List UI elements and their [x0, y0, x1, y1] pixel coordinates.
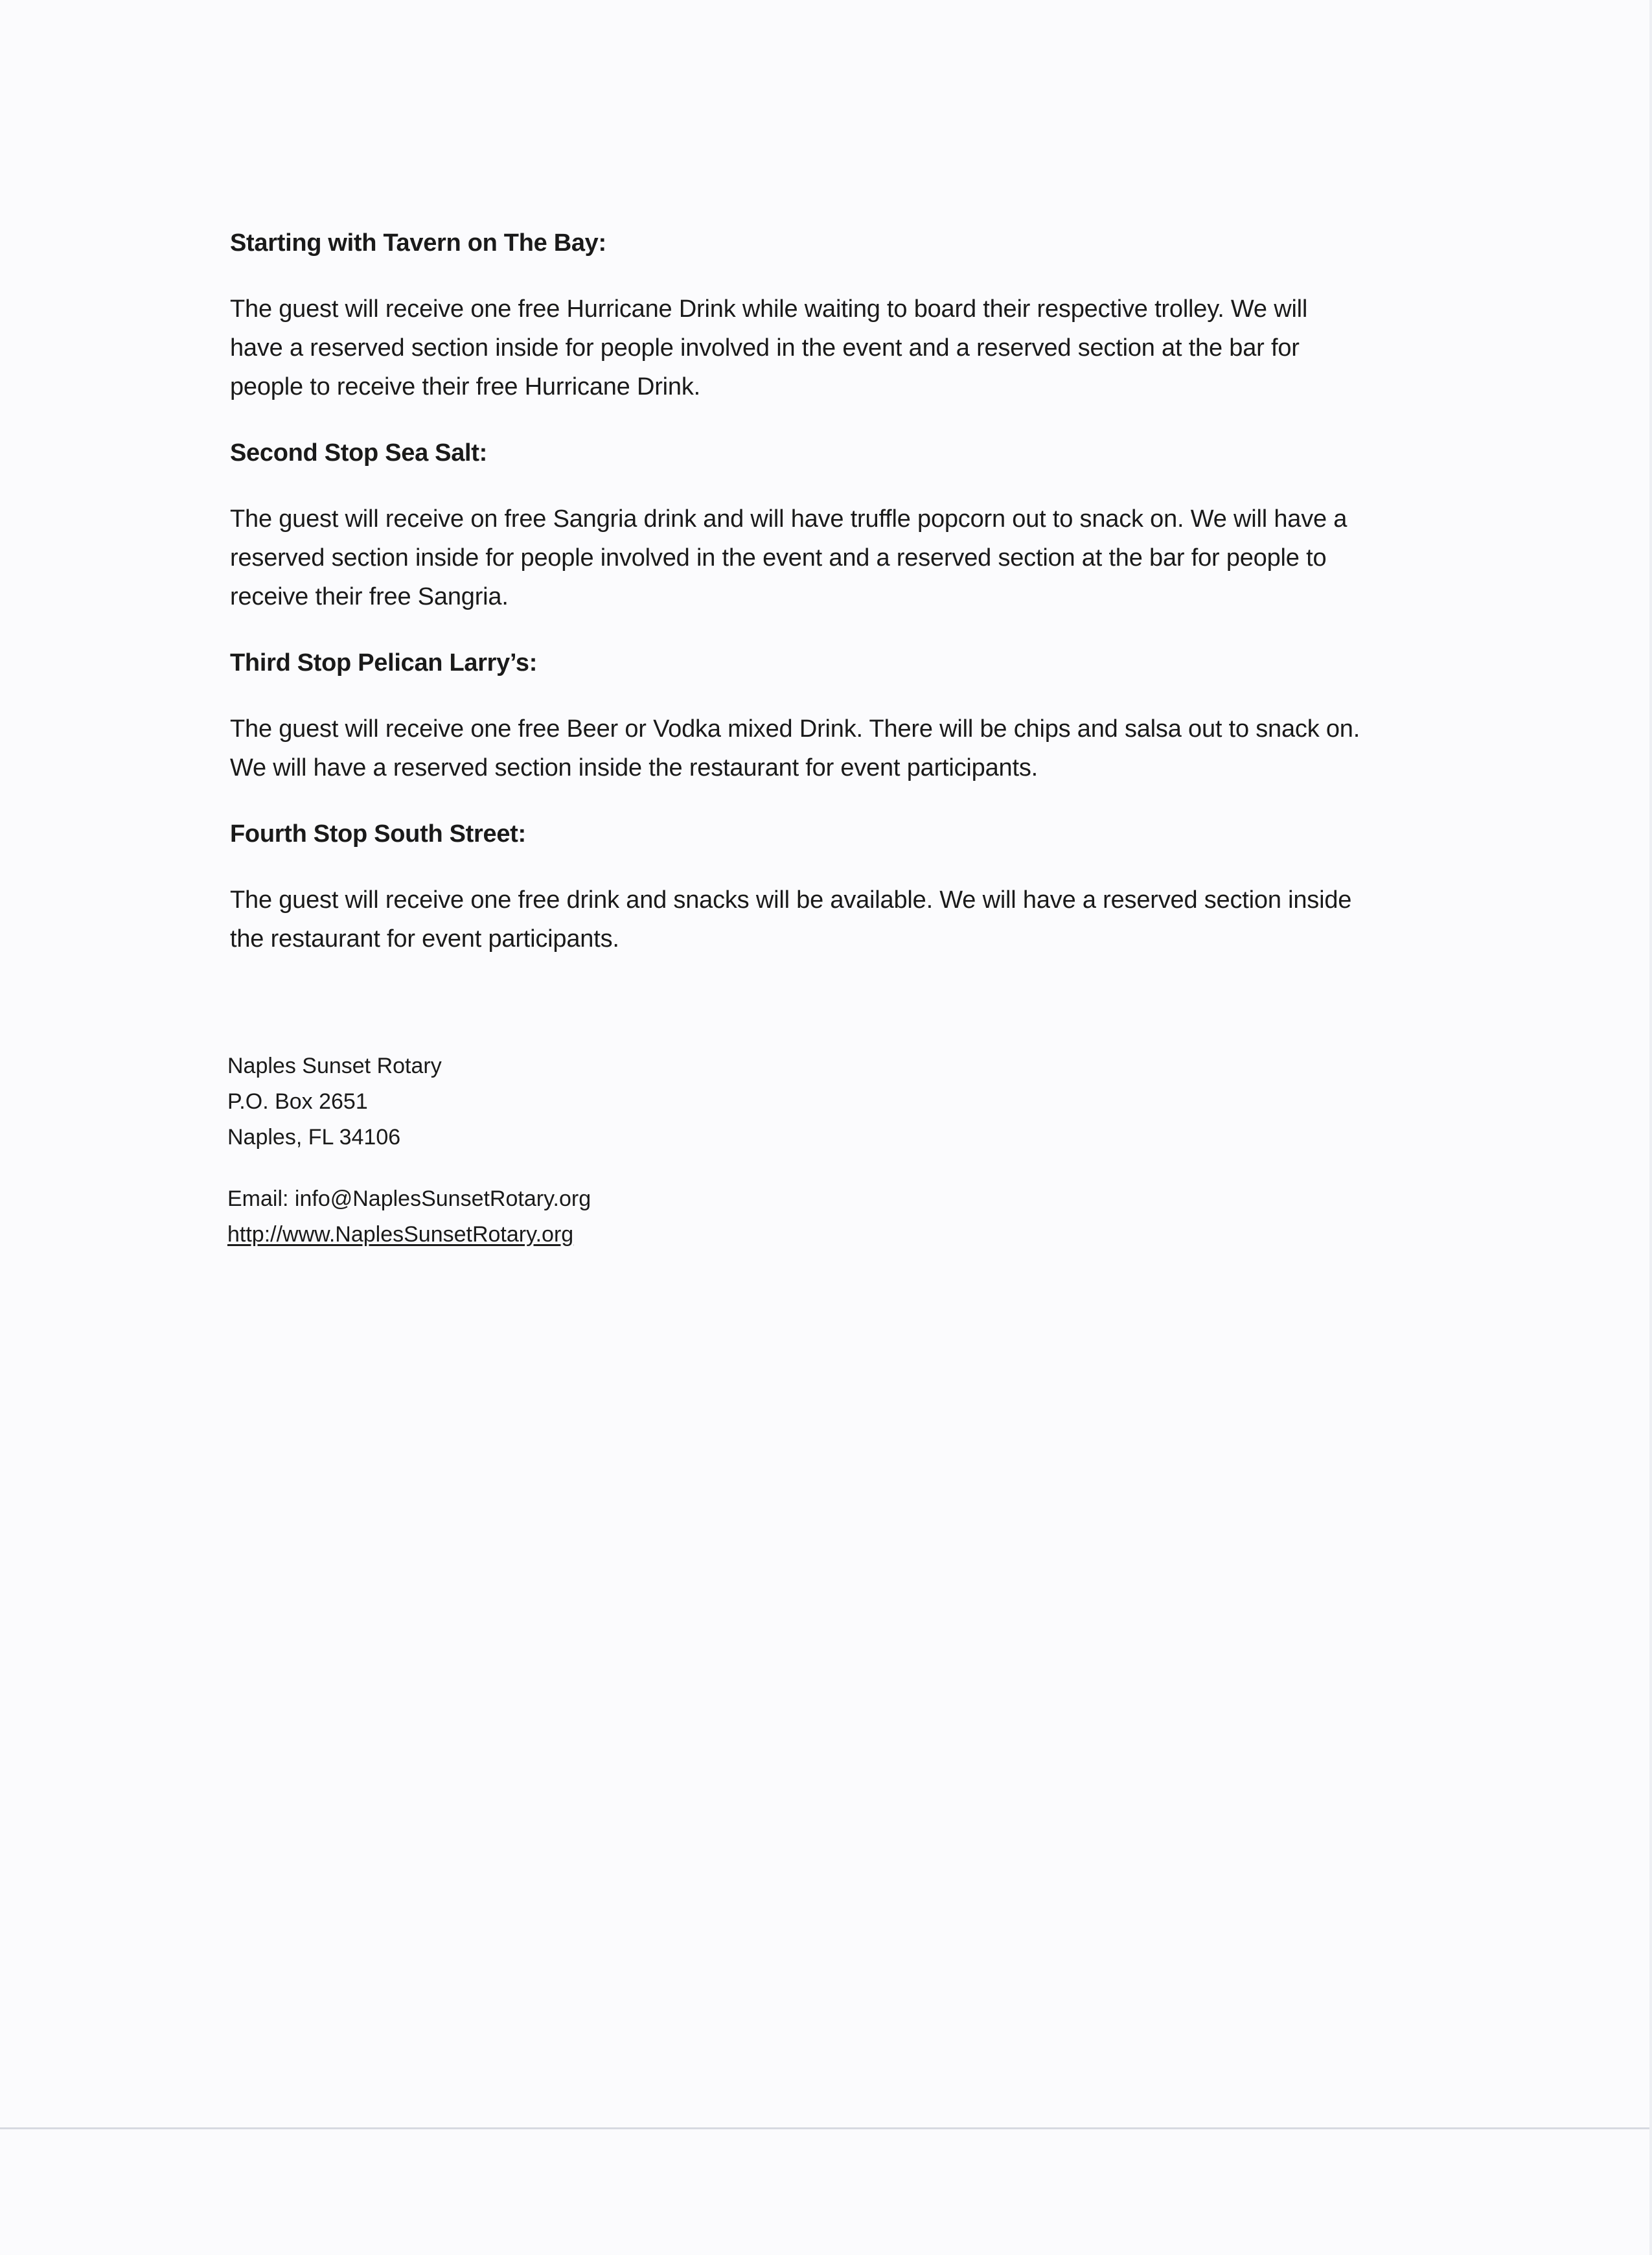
- body-line: receive their free Sangria.: [230, 583, 509, 610]
- scan-divider-line: [0, 2127, 1652, 2129]
- city-state-zip: Naples, FL 34106: [227, 1125, 401, 1150]
- body-line: reserved section inside for people involved in the event and a reserved section at the bar for people to: [230, 544, 1327, 572]
- section-sea-salt: [230, 434, 1448, 616]
- po-box: P.O. Box 2651: [227, 1089, 368, 1114]
- section-heading: Fourth Stop South Street:: [230, 820, 526, 848]
- section-body: [230, 290, 1448, 406]
- body-line: have a reserved section inside for people involved in the event and a reserved section at the bar for: [230, 334, 1300, 362]
- website-link[interactable]: http://www.NaplesSunsetRotary.org: [227, 1222, 574, 1247]
- section-body: [230, 710, 1448, 787]
- section-heading: Second Stop Sea Salt:: [230, 439, 488, 467]
- section-south-street: [230, 815, 1448, 958]
- email-line: Email: info@NaplesSunsetRotary.org: [227, 1186, 591, 1211]
- body-line: The guest will receive one free Beer or Vodka mixed Drink. There will be chips and salsa out to snack on.: [230, 715, 1360, 743]
- section-body: [230, 881, 1448, 958]
- body-line: the restaurant for event participants.: [230, 925, 619, 953]
- section-pelican-larrys: [230, 643, 1448, 787]
- body-line: The guest will receive on free Sangria drink and will have truffle popcorn out to snack on. We will have a: [230, 505, 1348, 533]
- section-tavern-on-the-bay: [230, 224, 1448, 406]
- section-heading: Starting with Tavern on The Bay:: [230, 229, 606, 257]
- contact-block: [227, 1048, 810, 1253]
- contact-spacer: [227, 1155, 810, 1181]
- body-line: The guest will receive one free drink and snacks will be available. We will have a reserved section inside: [230, 886, 1352, 914]
- section-heading: Third Stop Pelican Larry’s:: [230, 649, 538, 676]
- body-line: We will have a reserved section inside the restaurant for event participants.: [230, 754, 1038, 781]
- scan-edge-shadow: [1649, 0, 1652, 2255]
- body-line: The guest will receive one free Hurricane Drink while waiting to board their respective trolley. We will: [230, 295, 1308, 323]
- organization-name: Naples Sunset Rotary: [227, 1054, 442, 1078]
- body-line: people to receive their free Hurricane Drink.: [230, 373, 701, 400]
- website-line: [227, 1217, 810, 1253]
- itinerary-content: [230, 224, 1448, 986]
- section-body: [230, 500, 1448, 616]
